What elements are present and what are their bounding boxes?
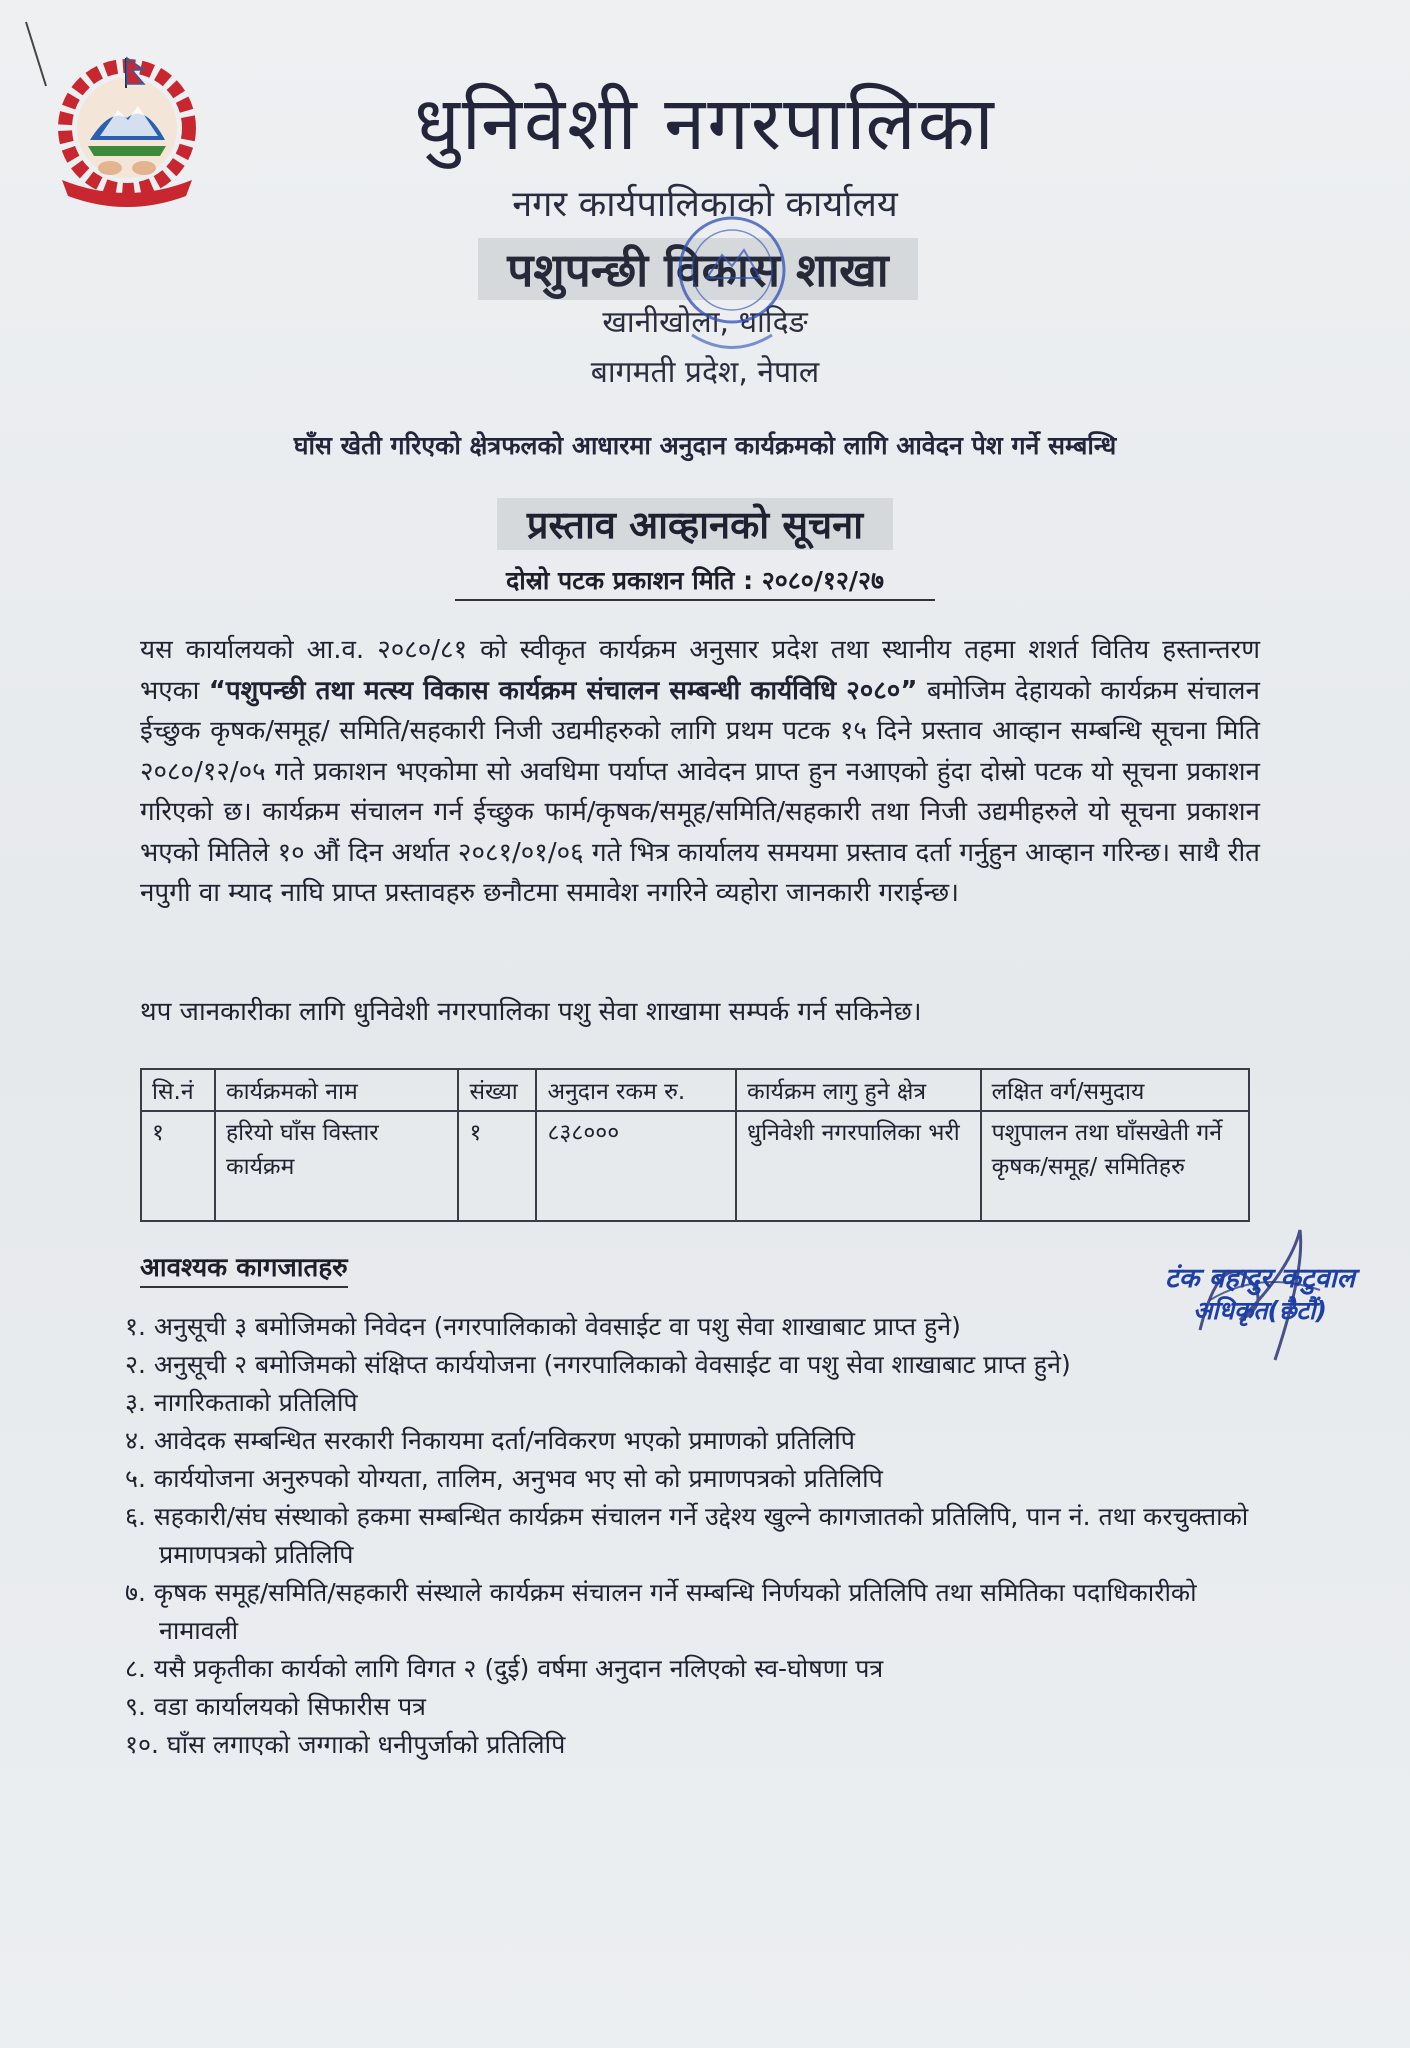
branch-name: पशुपन्छी विकास शाखा <box>478 238 918 300</box>
office-stamp-icon <box>662 200 802 370</box>
cell-quantity: १ <box>458 1111 536 1221</box>
list-item: ९. वडा कार्यालयको सिफारीस पत्र <box>125 1692 426 1721</box>
cell-program-area: धुनिवेशी नगरपालिका भरी <box>736 1111 981 1221</box>
notice-body <box>140 630 1260 914</box>
list-item: १. अनुसूची ३ बमोजिमको निवेदन (नगरपालिकाको वेवसाईट वा पशु सेवा शाखाबाट प्राप्त हुने) <box>125 1312 961 1341</box>
header-program-area: कार्यक्रम लागु हुने क्षेत्र <box>736 1069 981 1111</box>
program-table <box>140 1068 1250 1222</box>
list-item: ३. नागरिकताको प्रतिलिपि <box>125 1388 358 1417</box>
address-line-2: बागमती प्रदेश, नेपाल <box>590 355 820 390</box>
notice-title: प्रस्ताव आव्हानको सूचना <box>497 498 893 550</box>
body-part-1: यस कार्यालयको आ.व. २०८०/८१ को स्वीकृत कार्यक्रम अनुसार प्रदेश तथा स्थानीय तहमा शशर्त वितिय हस्तान्तरण भएका <box>140 635 1260 706</box>
header-quantity: संख्या <box>458 1069 536 1111</box>
cell-grant-amount: ८३८००० <box>536 1111 736 1221</box>
municipality-name: धुनिवेशी नगरपालिका <box>414 81 996 167</box>
cell-program-name: हरियो घाँस विस्तार कार्यक्रम <box>215 1111 459 1221</box>
body-part-2: बमोजिम देहायको कार्यक्रम संचालन ईच्छुक कृषक/समूह/ समिति/सहकारी निजी उद्यमीहरुको लागि प्रथम पटक १५ दिने प्रस्ताव आव्हान सम्बन्धि सूचना मिति २०८०/१२/०५ गते प्रकाशन भएकोमा सो अवधिमा पर्याप्त आवेदन प्राप्त हुन नआएको हुंदा दोस्रो पटक यो सूचना प्रकाशन गरिएको छ। कार्यक्रम संचालन गर्न ईच्छुक फार्म/कृषक/समूह/समिति/सहकारी तथा निजी उद्यमीहरुले यो सूचना प्रकाशन भएको मितिले १० औं दिन अर्थात २०८१/०१/०६ गते भित्र कार्यालय समयमा प्रस्ताव दर्ता गर्नुहुन आव्हान गरिन्छ। साथै रीत नपुगी वा म्याद नाघि प्राप्त प्रस्तावहरु छनौटमा समावेश नगरिने व्यहोरा जानकारी गराईन्छ। <box>140 675 1260 908</box>
contact-info: थप जानकारीका लागि धुनिवेशी नगरपालिका पशु सेवा शाखामा सम्पर्क गर्न सकिनेछ। <box>140 997 922 1027</box>
documents-heading: आवश्यक कागजातहरु <box>140 1248 348 1288</box>
header-serial: सि.नं <box>141 1069 215 1111</box>
signatory-name: टंक बहादुर कटुवाल <box>1165 1263 1355 1294</box>
list-item: ४. आवेदक सम्बन्धित सरकारी निकायमा दर्ता/नविकरण भएको प्रमाणको प्रतिलिपि <box>125 1426 855 1455</box>
list-item: ६. सहकारी/संघ संस्थाको हकमा सम्बन्धित कार्यक्रम संचालन गर्ने उद्देश्य खुल्ने कागजातको प्रतिलिपि, पान नं. तथा करचुक्ताको प्रमाणपत्रको प्रतिलिपि <box>125 1502 1249 1569</box>
table-header-row <box>141 1069 1249 1111</box>
header-program-name: कार्यक्रमको नाम <box>215 1069 459 1111</box>
list-item: २. अनुसूची २ बमोजिमको संक्षिप्त कार्ययोजना (नगरपालिकाको वेवसाईट वा पशु सेवा शाखाबाट प्राप्त हुने) <box>125 1350 1071 1379</box>
address-line-1: खानीखोला, धादिङ <box>602 305 808 340</box>
header-target-group: लक्षित वर्ग/समुदाय <box>981 1069 1249 1111</box>
signatory-title: अधिकृत(छैटौं) <box>1193 1296 1327 1325</box>
cell-serial: १ <box>141 1111 215 1221</box>
documents-list <box>125 1308 1275 1764</box>
notice-subject: घाँस खेती गरिएको क्षेत्रफलको आधारमा अनुदान कार्यक्रमको लागि आवेदन पेश गर्ने सम्बन्धि <box>293 431 1117 460</box>
signatory-block <box>1130 1262 1390 1326</box>
table-row <box>141 1111 1249 1221</box>
cell-target-group: पशुपालन तथा घाँसखेती गर्ने कृषक/समूह/ समितिहरु <box>981 1111 1249 1221</box>
list-item: ५. कार्ययोजना अनुरुपको योग्यता, तालिम, अनुभव भए सो को प्रमाणपत्रको प्रतिलिपि <box>125 1464 883 1493</box>
header-grant-amount: अनुदान रकम रु. <box>536 1069 736 1111</box>
office-name: नगर कार्यपालिकाको कार्यालय <box>512 184 898 225</box>
list-item: ८. यसै प्रकृतीका कार्यको लागि विगत २ (दुई) वर्षमा अनुदान नलिएको स्व-घोषणा पत्र <box>125 1654 884 1683</box>
publish-date: दोस्रो पटक प्रकाशन मिति : २०८०/१२/२७ <box>455 563 935 601</box>
list-item: १०. घाँस लगाएको जग्गाको धनीपुर्जाको प्रतिलिपि <box>125 1730 566 1759</box>
body-procedure-title: “पशुपन्छी तथा मत्स्य विकास कार्यक्रम संचालन सम्बन्धी कार्यविधि २०८०” <box>208 675 918 706</box>
list-item: ७. कृषक समूह/समिति/सहकारी संस्थाले कार्यक्रम संचालन गर्ने सम्बन्धि निर्णयको प्रतिलिपि तथा समितिका पदाधिकारीको नामावली <box>125 1578 1197 1645</box>
